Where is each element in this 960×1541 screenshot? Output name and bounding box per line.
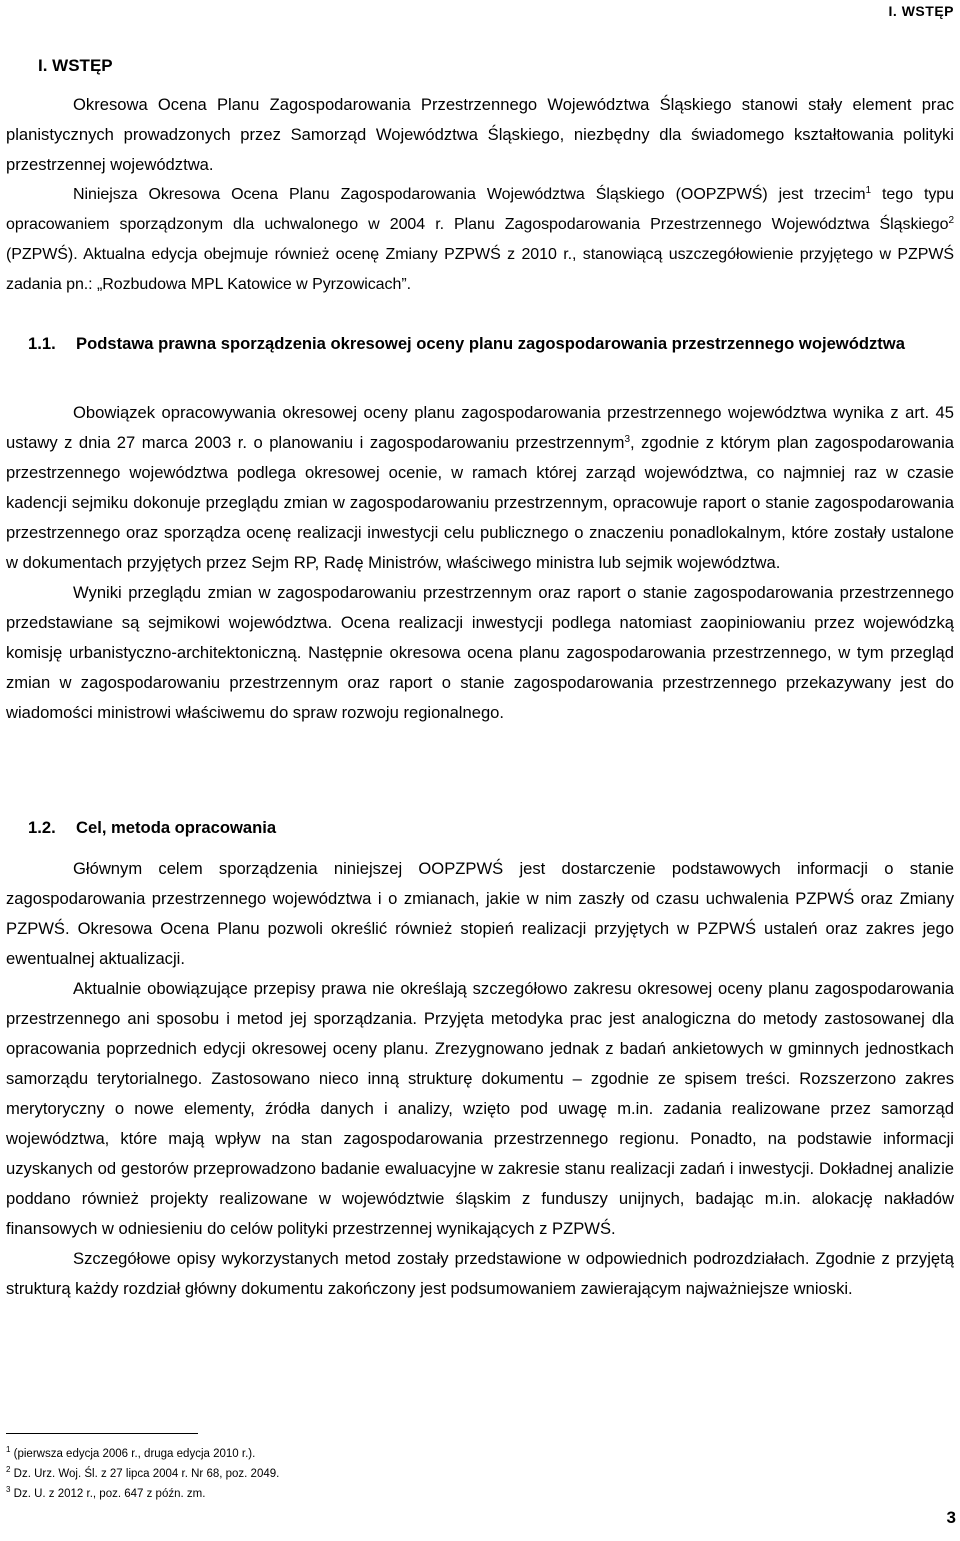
section-heading-1-2 xyxy=(28,814,924,842)
page-number: 3 xyxy=(946,1508,956,1527)
chapter-title: I. WSTĘP xyxy=(38,56,113,75)
section-1-1-paragraph-2: Wyniki przeglądu zmian w zagospodarowaniu przestrzennym oraz raport o stanie zagospodarowania przestrzennego przedstawiane są sejmikowi województwa. Ocena realizacji inwestycji podlega natomiast zaopiniowaniu przez wojewódzką komisję urbanistyczno-architektoniczną. Następnie okresowa ocena planu zagospodarowania przestrzennego, w tym przegląd zmian w zagospodarowaniu przestrzennym oraz raport o stanie zagospodarowania przestrzennego przekazywany jest do wiadomości ministrowi właściwemu do spraw rozwoju regionalnego. xyxy=(6,583,954,722)
section-1-2-paragraph-2: Aktualnie obowiązujące przepisy prawa nie określają szczegółowo zakresu okresowej oceny planu zagospodarowania przestrzennego ani sposobu i metod jej sporządzania. Przyjęta metodyka prac jest analogiczna do metody zastosowanej dla opracowania poprzednich edycji okresowej oceny planu. Zrezygnowano jednak z badań ankietowych w gminnych jednostkach samorządu terytorialnego. Zastosowano nieco inną strukturę dokumentu – zgodnie ze spisem treści. Rozszerzono zakres merytoryczny o nowe elementy, źródła danych i analizy, wzięto pod uwagę m.in. zadania realizowane przez samorząd województwa, które mają wpływ na stan zagospodarowania przestrzennego regionu. Ponadto, na podstawie informacji uzyskanych od gestorów przeprowadzono badanie ewaluacyjne w zakresie stanu realizacji zadań i inwestycji. Dokładnej analizie poddano również projekty realizowane w województwie śląskim z funduszy unijnych, badając m.in. alokację nakładów finansowych w odniesieniu do celów polityki przestrzennej wynikających z PZPWŚ. xyxy=(6,979,954,1238)
section-number: 1.1. xyxy=(28,334,56,353)
section-heading-1-1 xyxy=(28,330,924,358)
running-header: I. WSTĘP xyxy=(888,3,954,19)
section-title: Podstawa prawna sporządzenia okresowej oceny planu zagospodarowania przestrzennego województwa xyxy=(76,334,905,353)
section-1-2-paragraph-3: Szczegółowe opisy wykorzystanych metod zostały przedstawione w odpowiednich podrozdziałach. Zgodnie z przyjętą strukturą każdy rozdział główny dokumentu zakończony jest podsumowaniem zawierającym najważniejsze wnioski. xyxy=(6,1249,954,1298)
footnote-ref-1[interactable]: 1 xyxy=(865,185,872,196)
footnote-separator xyxy=(6,1433,198,1434)
section-1-1-paragraph-1: Obowiązek opracowywania okresowej oceny planu zagospodarowania przestrzennego województwa wynika z art. 45 ustawy z dnia 27 marca 2003 r. o planowaniu i zagospodarowaniu przestrzennym$^3$, zgodnie z którym plan zagospodarowania przestrzennego województwa podlega okresowej ocenie, w ramach której zarząd województwa, co najmniej raz w czasie kadencji sejmiku dokonuje przeglądu zmian w zagospodarowaniu przestrzennym, opracowuje raport o stanie zagospodarowania przestrzennego oraz sporządza ocenę realizacji inwestycji celu publicznego o znaczeniu ponadlokalnym, które zostały ustalone w dokumentach przyjętych przez Sejm RP, Radę Ministrów, właściwego ministra lub sejmik województwa. xyxy=(6,403,955,572)
intro-section xyxy=(6,90,954,300)
section-1-1-body xyxy=(6,398,954,728)
footnote-ref-2[interactable]: 2 xyxy=(948,215,954,226)
section-1-2-body xyxy=(6,854,954,1304)
intro-paragraph-2: Niniejsza Okresowa Ocena Planu Zagospodarowania Województwa Śląskiego (OOPZPWŚ) jest trzecim$^1$ tego typu opracowaniem sporządzonym dla uchwalonego w 2004 r. Planu Zagospodarowania Przestrzennego Województwa Śląskiego$^2$ (PZPWŚ). Aktualna edycja obejmuje również ocenę Zmiany PZPWŚ z 2010 r., stanowiącą uszczegółowienie przyjętego w PZPWŚ zadania pn.: „Rozbudowa MPL Katowice w Pyrzowicach”. xyxy=(6,185,954,293)
section-number: 1.2. xyxy=(28,818,56,837)
footnotes xyxy=(6,1444,279,1504)
footnote-3: $^3$ Dz. U. z 2012 r., poz. 647 z późn. zm. xyxy=(6,1485,206,1500)
footnote-ref-3[interactable]: 3 xyxy=(624,434,631,445)
section-title: Cel, metoda opracowania xyxy=(76,818,277,837)
footnote-2: $^2$ Dz. Urz. Woj. Śl. z 27 lipca 2004 r. Nr 68, poz. 2049. xyxy=(6,1465,280,1480)
intro-paragraph-1: Okresowa Ocena Planu Zagospodarowania Przestrzennego Województwa Śląskiego stanowi stały element prac planistycznych prowadzonych przez Samorząd Województwa Śląskiego, niezbędny dla świadomego kształtowania polityki przestrzennej województwa. xyxy=(6,95,954,174)
section-1-2-paragraph-1: Głównym celem sporządzenia niniejszej OOPZPWŚ jest dostarczenie podstawowych informacji o stanie zagospodarowania przestrzennego województwa i o zmianach, jakie w nim zaszły od czasu uchwalenia PZPWŚ oraz Zmiany PZPWŚ. Okresowa Ocena Planu pozwoli określić również stopień realizacji przyjętych w PZPWŚ ustaleń oraz zakres jego ewentualnej aktualizacji. xyxy=(6,859,954,968)
footnote-1: $^1$ (pierwsza edycja 2006 r., druga edycja 2010 r.). xyxy=(6,1445,256,1460)
